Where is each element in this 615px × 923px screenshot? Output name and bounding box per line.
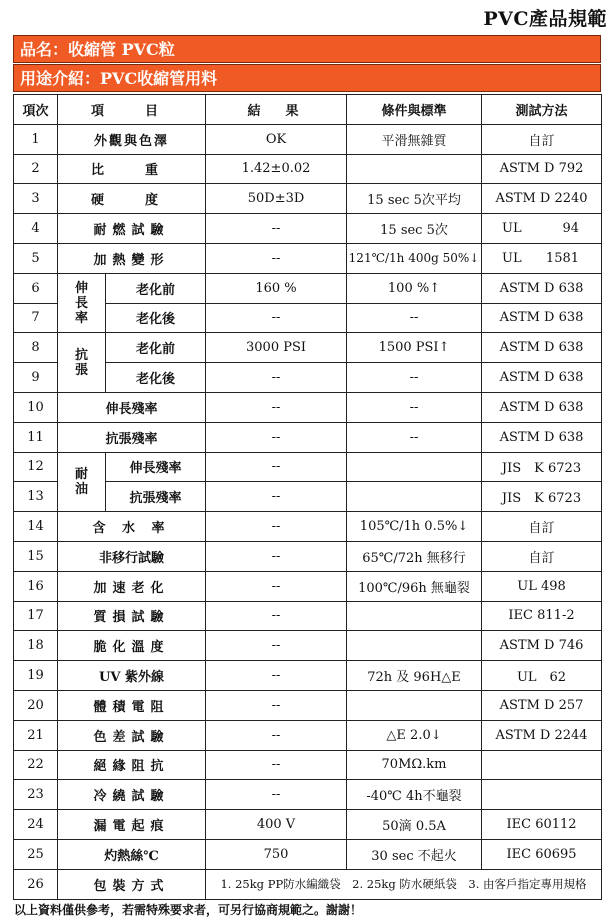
row-no: 23: [14, 780, 58, 810]
row-method: ASTM D 2240: [482, 184, 602, 214]
table-row: [14, 124, 602, 154]
row-method: ASTM D 638: [482, 392, 602, 422]
row-item: 伸長殘率: [58, 392, 206, 422]
row-condition: -40℃ 4h不龜裂: [347, 780, 482, 810]
row-method: [482, 780, 602, 810]
row-condition: 100℃/96h 無龜裂: [347, 571, 482, 601]
row-item: 抗張殘率: [58, 422, 206, 452]
row-method: [482, 214, 602, 244]
row-method: ASTM D 638: [482, 363, 602, 393]
row-method: UL 498: [482, 571, 602, 601]
row-result: --: [206, 363, 347, 393]
row-method: ASTM D 638: [482, 303, 602, 333]
row-no: 22: [14, 750, 58, 780]
row-method: JIS K 6723: [482, 482, 602, 512]
row-no: 11: [14, 422, 58, 452]
sub-label-after-aging: 老化後: [106, 363, 206, 393]
row-item: 冷繞試驗: [58, 780, 206, 810]
header-result: 結 果: [206, 95, 347, 125]
row-method: 自訂: [482, 512, 602, 542]
row-result: --: [206, 571, 347, 601]
group-label-elongation: 伸長率: [58, 273, 106, 333]
row-result: --: [206, 780, 347, 810]
row-method: 自訂: [482, 124, 602, 154]
row-no: 5: [14, 243, 58, 273]
table-row: [14, 601, 602, 631]
table-row: [14, 571, 602, 601]
row-item: 絕緣阻抗: [58, 750, 206, 780]
row-condition: [347, 452, 482, 482]
method-number: 94: [562, 221, 580, 237]
table-row: [14, 780, 602, 810]
row-item: 含 水 率: [58, 512, 206, 542]
row-result: 3000 PSI: [206, 333, 347, 363]
row-item: 硬 度: [58, 184, 206, 214]
row-item: 包裝方式: [58, 869, 206, 899]
row-no: 7: [14, 303, 58, 333]
row-item: 脆化溫度: [58, 631, 206, 661]
row-condition: [347, 154, 482, 184]
row-item: 比 重: [58, 154, 206, 184]
product-name-banner: 品名：收縮管 PVC粒: [13, 35, 601, 63]
row-result: --: [206, 541, 347, 571]
row-condition: --: [347, 303, 482, 333]
row-result: --: [206, 243, 347, 273]
table-row: [14, 541, 602, 571]
method-number: 1581: [545, 250, 580, 266]
row-no: 18: [14, 631, 58, 661]
row-no: 19: [14, 661, 58, 691]
row-item: 體積電阻: [58, 690, 206, 720]
row-method: [482, 243, 602, 273]
sub-label-before-aging: 老化前: [106, 273, 206, 303]
row-condition: △E 2.0↓: [347, 720, 482, 750]
header-method: 測試方法: [482, 95, 602, 125]
sub-label-tensile-residual: 抗張殘率: [106, 482, 206, 512]
table-header-row: [14, 95, 602, 125]
group-label-oil: 耐油: [58, 452, 106, 512]
row-method: ASTM D 746: [482, 631, 602, 661]
row-result: --: [206, 661, 347, 691]
row-method: JIS K 6723: [482, 452, 602, 482]
row-no: 12: [14, 452, 58, 482]
row-result: 160 %: [206, 273, 347, 303]
row-result: 1.42±0.02: [206, 154, 347, 184]
table-row: [14, 690, 602, 720]
row-result: --: [206, 601, 347, 631]
row-no: 17: [14, 601, 58, 631]
table-row: [14, 154, 602, 184]
row-condition: [347, 690, 482, 720]
table-row: [14, 452, 602, 482]
row-no: 14: [14, 512, 58, 542]
row-condition: --: [347, 363, 482, 393]
row-result: 400 V: [206, 810, 347, 840]
row-item: 耐燃試驗: [58, 214, 206, 244]
row-item: 非移行試驗: [58, 541, 206, 571]
row-no: 2: [14, 154, 58, 184]
row-no: 24: [14, 810, 58, 840]
row-condition: [347, 601, 482, 631]
row-result: --: [206, 392, 347, 422]
method-standard: UL: [502, 221, 522, 237]
row-method: ASTM D 257: [482, 690, 602, 720]
table-row: [14, 720, 602, 750]
row-no: 21: [14, 720, 58, 750]
row-condition: 70MΩ.km: [347, 750, 482, 780]
row-condition: 105℃/1h 0.5%↓: [347, 512, 482, 542]
row-method: ASTM D 792: [482, 154, 602, 184]
row-item: 質損試驗: [58, 601, 206, 631]
row-no: 25: [14, 839, 58, 869]
row-result: --: [206, 214, 347, 244]
row-no: 13: [14, 482, 58, 512]
row-no: 4: [14, 214, 58, 244]
method-standard: UL: [502, 250, 522, 266]
row-method: UL 62: [482, 661, 602, 691]
row-condition: --: [347, 422, 482, 452]
row-item: 加速老化: [58, 571, 206, 601]
row-method: IEC 811-2: [482, 601, 602, 631]
row-result: --: [206, 452, 347, 482]
group-label-tensile: 抗張: [58, 333, 106, 393]
row-no: 16: [14, 571, 58, 601]
row-method: ASTM D 638: [482, 422, 602, 452]
row-item: 加熱變形: [58, 243, 206, 273]
row-item: 外觀與色澤: [58, 124, 206, 154]
row-result: --: [206, 750, 347, 780]
row-item: 灼熱絲℃: [58, 839, 206, 869]
row-result: --: [206, 422, 347, 452]
table-row: [14, 512, 602, 542]
row-condition: 100 %↑: [347, 273, 482, 303]
row-condition: 50滴 0.5A: [347, 810, 482, 840]
row-no: 10: [14, 392, 58, 422]
row-no: 9: [14, 363, 58, 393]
row-condition: 平滑無雜質: [347, 124, 482, 154]
row-item: 漏電起痕: [58, 810, 206, 840]
row-no: 3: [14, 184, 58, 214]
document-title: PVC產品規範: [483, 8, 607, 30]
row-result: --: [206, 720, 347, 750]
table-row: [14, 661, 602, 691]
table-row: [14, 273, 602, 303]
sub-label-elongation-residual: 伸長殘率: [106, 452, 206, 482]
table-row: [14, 750, 602, 780]
table-row: [14, 184, 602, 214]
row-condition: [347, 631, 482, 661]
row-method: ASTM D 638: [482, 273, 602, 303]
row-method: 自訂: [482, 541, 602, 571]
row-condition: 121℃/1h 400g 50%↓: [347, 243, 482, 273]
table-row: [14, 631, 602, 661]
row-no: 8: [14, 333, 58, 363]
row-no: 6: [14, 273, 58, 303]
row-condition: [347, 482, 482, 512]
table-row: [14, 810, 602, 840]
table-row: [14, 214, 602, 244]
row-no: 15: [14, 541, 58, 571]
table-row: [14, 243, 602, 273]
row-condition: 65℃/72h 無移行: [347, 541, 482, 571]
row-no: 20: [14, 690, 58, 720]
row-result: OK: [206, 124, 347, 154]
row-no: 26: [14, 869, 58, 899]
packaging-options: 1. 25kg PP防水編織袋 2. 25kg 防水硬紙袋 3. 由客戶指定專用規格: [206, 869, 602, 899]
table-row: [14, 422, 602, 452]
row-method: IEC 60695: [482, 839, 602, 869]
row-method: ASTM D 2244: [482, 720, 602, 750]
row-result: --: [206, 482, 347, 512]
row-item: 色差試驗: [58, 720, 206, 750]
header-no: 項次: [14, 95, 58, 125]
spec-table: [13, 94, 602, 900]
sub-label-before-aging: 老化前: [106, 333, 206, 363]
footer-note: 以上資料僅供參考，若需特殊要求者，可另行協商規範之。謝謝！: [14, 903, 363, 917]
row-method: IEC 60112: [482, 810, 602, 840]
row-result: --: [206, 512, 347, 542]
row-no: 1: [14, 124, 58, 154]
table-row: [14, 333, 602, 363]
row-result: 750: [206, 839, 347, 869]
row-result: --: [206, 631, 347, 661]
sub-label-after-aging: 老化後: [106, 303, 206, 333]
header-item: 項 目: [58, 95, 206, 125]
row-condition: 72h 及 96H△E: [347, 661, 482, 691]
table-row: [14, 392, 602, 422]
row-result: --: [206, 690, 347, 720]
row-condition: 1500 PSI↑: [347, 333, 482, 363]
row-condition: 15 sec 5次: [347, 214, 482, 244]
row-method: ASTM D 638: [482, 333, 602, 363]
row-condition: 30 sec 不起火: [347, 839, 482, 869]
table-row: [14, 839, 602, 869]
row-condition: --: [347, 392, 482, 422]
row-result: 50D±3D: [206, 184, 347, 214]
row-item: UV 紫外線: [58, 661, 206, 691]
row-method: [482, 750, 602, 780]
table-row: [14, 869, 602, 899]
usage-banner: 用途介紹：PVC收縮管用料: [13, 64, 601, 92]
row-result: --: [206, 303, 347, 333]
row-condition: 15 sec 5次平均: [347, 184, 482, 214]
header-condition: 條件與標準: [347, 95, 482, 125]
